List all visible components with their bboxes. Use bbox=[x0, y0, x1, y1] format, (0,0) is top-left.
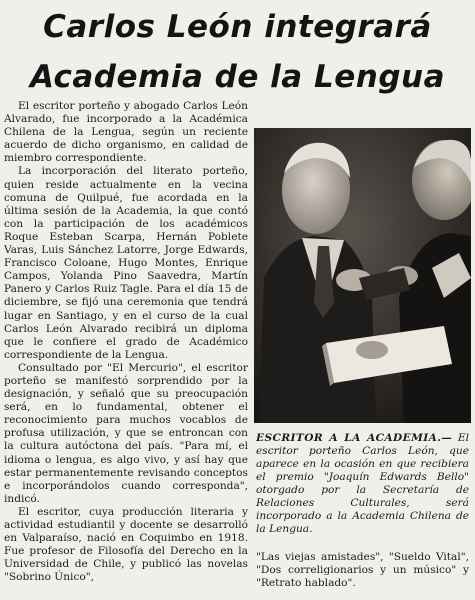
article-continuation: "Las viejas amistades", "Sueldo Vital", "Dos correligionarios y un músico" y "Retrato hablado". bbox=[256, 551, 469, 589]
headline-line-1: Carlos León integrará bbox=[43, 9, 432, 45]
article-body-column bbox=[4, 100, 248, 600]
paragraph-4: El escritor, cuya producción literaria y actividad estudiantil y docente se desarrolló en Valparaíso, nació en Coquimbo en 1918. Fue profesor de Filosofía del Derecho en la Universidad de Chile, y publicó las novelas "Sobrino Único", bbox=[4, 505, 248, 584]
headline-line-2: Academia de la Lengua bbox=[29, 59, 446, 95]
photograph bbox=[254, 128, 471, 423]
photo-caption bbox=[256, 432, 469, 536]
award-ceremony-photo bbox=[254, 128, 471, 423]
headline bbox=[6, 2, 469, 102]
paragraph-3: Consultado por "El Mercurio", el escritor porteño se manifestó sorprendido por la designación, y señaló que su preocupación será, en lo fundamental, obtener el reconocimiento para muchos vocablos de profusa utilización, y que se entroncan con la cultura autóctona del país. "Para mí, el idioma o lengua, es algo vivo, y así hay que estar permanentemente revisando conceptos e incorporándolos cuando corresponda", indicó. bbox=[4, 361, 248, 505]
paragraph-1: El escritor porteño y abogado Carlos León Alvarado, fue incorporado a la Académica Chilena de la Lengua, según un reciente acuerdo de dicho organismo, en calidad de miembro correspondiente. bbox=[4, 100, 248, 165]
caption-text: El escritor porteño Carlos León, que aparece en la ocasión en que recibiera el premio "Joaquín Edwards Bello" otorgado por la Secretaría de Relaciones Culturales, será incorporado a la Academia Chilena de la Lengua. bbox=[256, 432, 469, 535]
paragraph-2: La incorporación del literato porteño, quien reside actualmente en la vecina comuna de Quilpué, fue acordada en la última sesión de la Academia, la que contó con la participación de los académicos Roque Esteban Scarpa, Hernán Poblete Varas, Luis Sánchez Latorre, Jorge Edwards, Francisco Coloane, Hugo Montes, Enrique Campos, Yolanda Pino Saavedra, Martín Panero y Carlos Ruiz Tagle. Para el día 15 de diciembre, se fijó una ceremonia que tendrá lugar en Santiago, y en el curso de la cual Carlos León Alvarado recibirá un diploma que le confiere el grado de Académico correspondiente de la Lengua. bbox=[4, 165, 248, 361]
caption-lead: ESCRITOR A LA ACADEMIA.— bbox=[256, 432, 453, 444]
